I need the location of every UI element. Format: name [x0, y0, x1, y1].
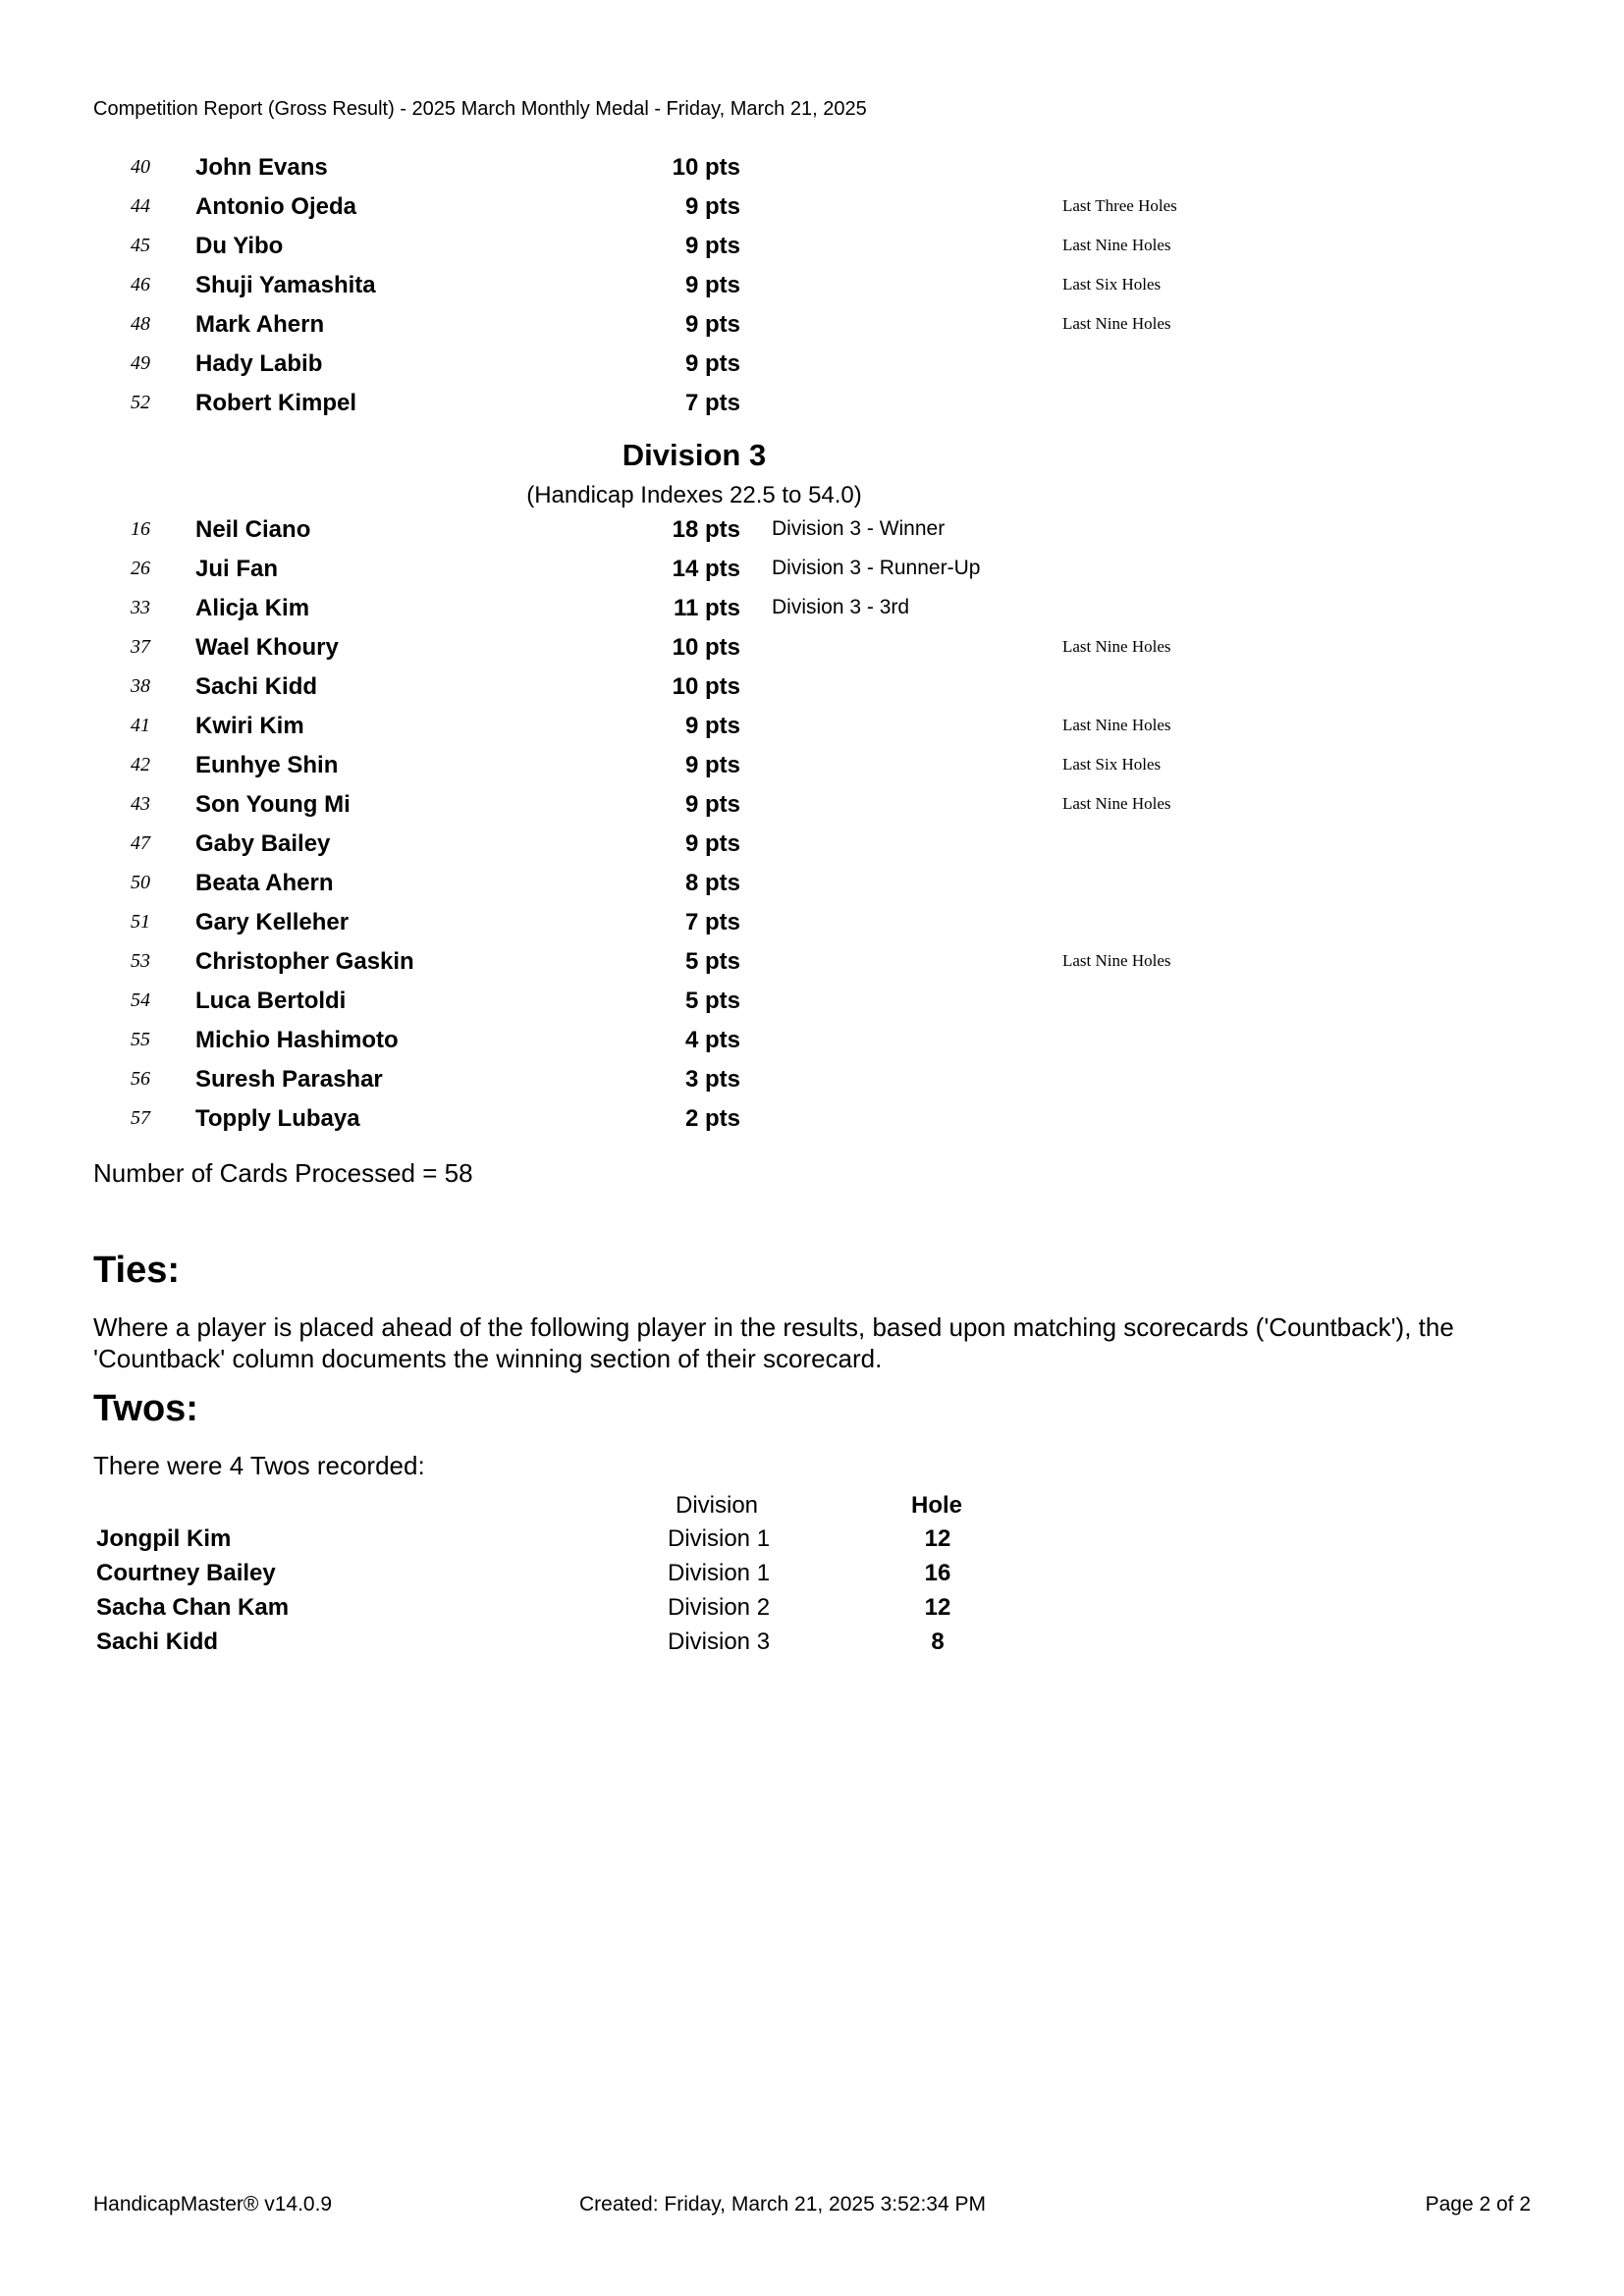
twos-player-name: Sacha Chan Kam	[96, 1594, 290, 1621]
twos-hole: 12	[924, 1594, 951, 1621]
points: 3 pts	[684, 1066, 740, 1093]
result-position: 38	[131, 675, 150, 697]
footer-page-number: Page 2 of 2	[1425, 2193, 1531, 2216]
player-name: Wael Khoury	[195, 634, 339, 661]
points: 9 pts	[684, 350, 740, 377]
footer-software: HandicapMaster® v14.0.9	[93, 2193, 333, 2216]
points: 4 pts	[684, 1027, 740, 1053]
points: 9 pts	[684, 830, 740, 857]
result-row	[0, 709, 1624, 748]
result-position: 47	[131, 832, 150, 854]
result-row	[0, 150, 1624, 189]
result-row	[0, 1023, 1624, 1062]
twos-player-name: Jongpil Kim	[96, 1525, 232, 1552]
points: 7 pts	[684, 909, 740, 935]
points: 11 pts	[673, 595, 740, 621]
countback: Last Nine Holes	[1062, 716, 1171, 734]
result-row	[0, 591, 1624, 630]
result-row	[0, 512, 1624, 552]
result-row	[0, 787, 1624, 827]
result-position: 44	[131, 195, 150, 217]
result-row	[0, 944, 1624, 984]
result-row	[0, 189, 1624, 229]
twos-division: Division 3	[668, 1629, 771, 1655]
points: 9 pts	[684, 193, 740, 220]
player-name: Kwiri Kim	[195, 713, 304, 739]
result-position: 16	[131, 518, 150, 540]
points: 7 pts	[684, 390, 740, 416]
countback: Last Nine Holes	[1062, 794, 1171, 813]
player-name: Neil Ciano	[195, 516, 311, 543]
result-position: 40	[131, 156, 150, 178]
player-name: Shuji Yamashita	[195, 272, 376, 298]
result-position: 50	[131, 872, 150, 893]
player-name: Gary Kelleher	[195, 909, 350, 935]
result-row	[0, 1062, 1624, 1101]
result-row	[0, 866, 1624, 905]
twos-row	[93, 1525, 1026, 1559]
result-row	[0, 347, 1624, 386]
result-position: 26	[131, 558, 150, 579]
countback: Last Nine Holes	[1062, 637, 1171, 656]
player-name: Du Yibo	[195, 233, 284, 259]
countback: Last Six Holes	[1062, 755, 1162, 774]
division-3-results	[0, 512, 1624, 1141]
result-position: 45	[131, 235, 150, 256]
points: 5 pts	[684, 948, 740, 975]
result-row	[0, 905, 1624, 944]
result-position: 46	[131, 274, 150, 295]
points: 10 pts	[672, 673, 740, 700]
points: 10 pts	[672, 634, 740, 661]
player-name: Eunhye Shin	[195, 752, 339, 778]
twos-hole: 8	[931, 1629, 945, 1655]
result-position: 57	[131, 1107, 150, 1129]
result-position: 52	[131, 392, 150, 413]
twos-hole: 12	[924, 1525, 951, 1552]
twos-row	[93, 1560, 1026, 1593]
twos-division: Division 2	[668, 1594, 771, 1621]
twos-player-name: Courtney Bailey	[96, 1560, 276, 1586]
points: 9 pts	[684, 752, 740, 778]
result-position: 53	[131, 950, 150, 972]
points: 2 pts	[684, 1105, 740, 1132]
player-name: Luca Bertoldi	[195, 988, 347, 1014]
player-name: Jui Fan	[195, 556, 279, 582]
player-name: Topply Lubaya	[195, 1105, 360, 1132]
twos-heading: Twos:	[93, 1388, 198, 1429]
results-list-continued	[0, 150, 1624, 425]
twos-row	[93, 1594, 1026, 1628]
player-name: Gaby Bailey	[195, 830, 331, 857]
footer-created: Created: Friday, March 21, 2025 3:52:34 PM	[579, 2193, 986, 2216]
points: 18 pts	[672, 516, 740, 543]
result-position: 33	[131, 597, 150, 618]
result-position: 43	[131, 793, 150, 815]
twos-division: Division 1	[668, 1525, 771, 1552]
points: 9 pts	[684, 233, 740, 259]
result-row	[0, 268, 1624, 307]
player-name: Christopher Gaskin	[195, 948, 414, 975]
points: 9 pts	[684, 311, 740, 338]
player-name: Antonio Ojeda	[195, 193, 356, 220]
result-row	[0, 669, 1624, 709]
award: Division 3 - Runner-Up	[772, 557, 981, 579]
award: Division 3 - 3rd	[772, 596, 910, 618]
result-row	[0, 386, 1624, 425]
result-row	[0, 748, 1624, 787]
result-position: 48	[131, 313, 150, 335]
player-name: Hady Labib	[195, 350, 323, 377]
result-row	[0, 552, 1624, 591]
twos-hole: 16	[924, 1560, 951, 1586]
twos-summary: There were 4 Twos recorded:	[93, 1451, 425, 1480]
countback: Last Nine Holes	[1062, 236, 1171, 254]
ties-heading: Ties:	[93, 1250, 181, 1291]
twos-header-hole: Hole	[911, 1492, 963, 1519]
result-position: 55	[131, 1029, 150, 1050]
countback: Last Nine Holes	[1062, 951, 1171, 970]
player-name: John Evans	[195, 154, 328, 181]
player-name: Robert Kimpel	[195, 390, 357, 416]
twos-player-name: Sachi Kidd	[96, 1629, 219, 1655]
result-row	[0, 307, 1624, 347]
countback: Last Nine Holes	[1062, 314, 1171, 333]
points: 10 pts	[672, 154, 740, 181]
result-position: 51	[131, 911, 150, 933]
player-name: Suresh Parashar	[195, 1066, 383, 1093]
player-name: Beata Ahern	[195, 870, 334, 896]
points: 8 pts	[684, 870, 740, 896]
ties-explanation: Where a player is placed ahead of the following player in the results, based upon matching scorecards ('Countback'), the 'Countback' column documents the winning section of their scorecard.	[93, 1312, 1454, 1373]
division-heading: Division 3	[622, 438, 767, 472]
result-row	[0, 827, 1624, 866]
report-header: Competition Report (Gross Result) - 2025 March Monthly Medal - Friday, March 21, 2025	[93, 98, 867, 120]
countback: Last Three Holes	[1062, 196, 1177, 215]
countback: Last Six Holes	[1062, 275, 1162, 294]
result-row	[0, 630, 1624, 669]
points: 5 pts	[684, 988, 740, 1014]
player-name: Sachi Kidd	[195, 673, 318, 700]
result-position: 56	[131, 1068, 150, 1090]
division-handicap-range: (Handicap Indexes 22.5 to 54.0)	[526, 482, 862, 508]
result-position: 54	[131, 989, 150, 1011]
result-position: 42	[131, 754, 150, 775]
points: 14 pts	[672, 556, 740, 582]
award: Division 3 - Winner	[772, 517, 946, 540]
result-position: 49	[131, 352, 150, 374]
twos-header-division: Division	[676, 1492, 759, 1519]
twos-division: Division 1	[668, 1560, 771, 1586]
result-row	[0, 1101, 1624, 1141]
points: 9 pts	[684, 272, 740, 298]
result-row	[0, 984, 1624, 1023]
result-position: 41	[131, 715, 150, 736]
player-name: Alicja Kim	[195, 595, 310, 621]
cards-processed: Number of Cards Processed = 58	[93, 1158, 473, 1188]
result-row	[0, 229, 1624, 268]
player-name: Michio Hashimoto	[195, 1027, 399, 1053]
points: 9 pts	[684, 791, 740, 818]
player-name: Son Young Mi	[195, 791, 351, 818]
twos-row	[93, 1629, 1026, 1662]
points: 9 pts	[684, 713, 740, 739]
player-name: Mark Ahern	[195, 311, 325, 338]
result-position: 37	[131, 636, 150, 658]
